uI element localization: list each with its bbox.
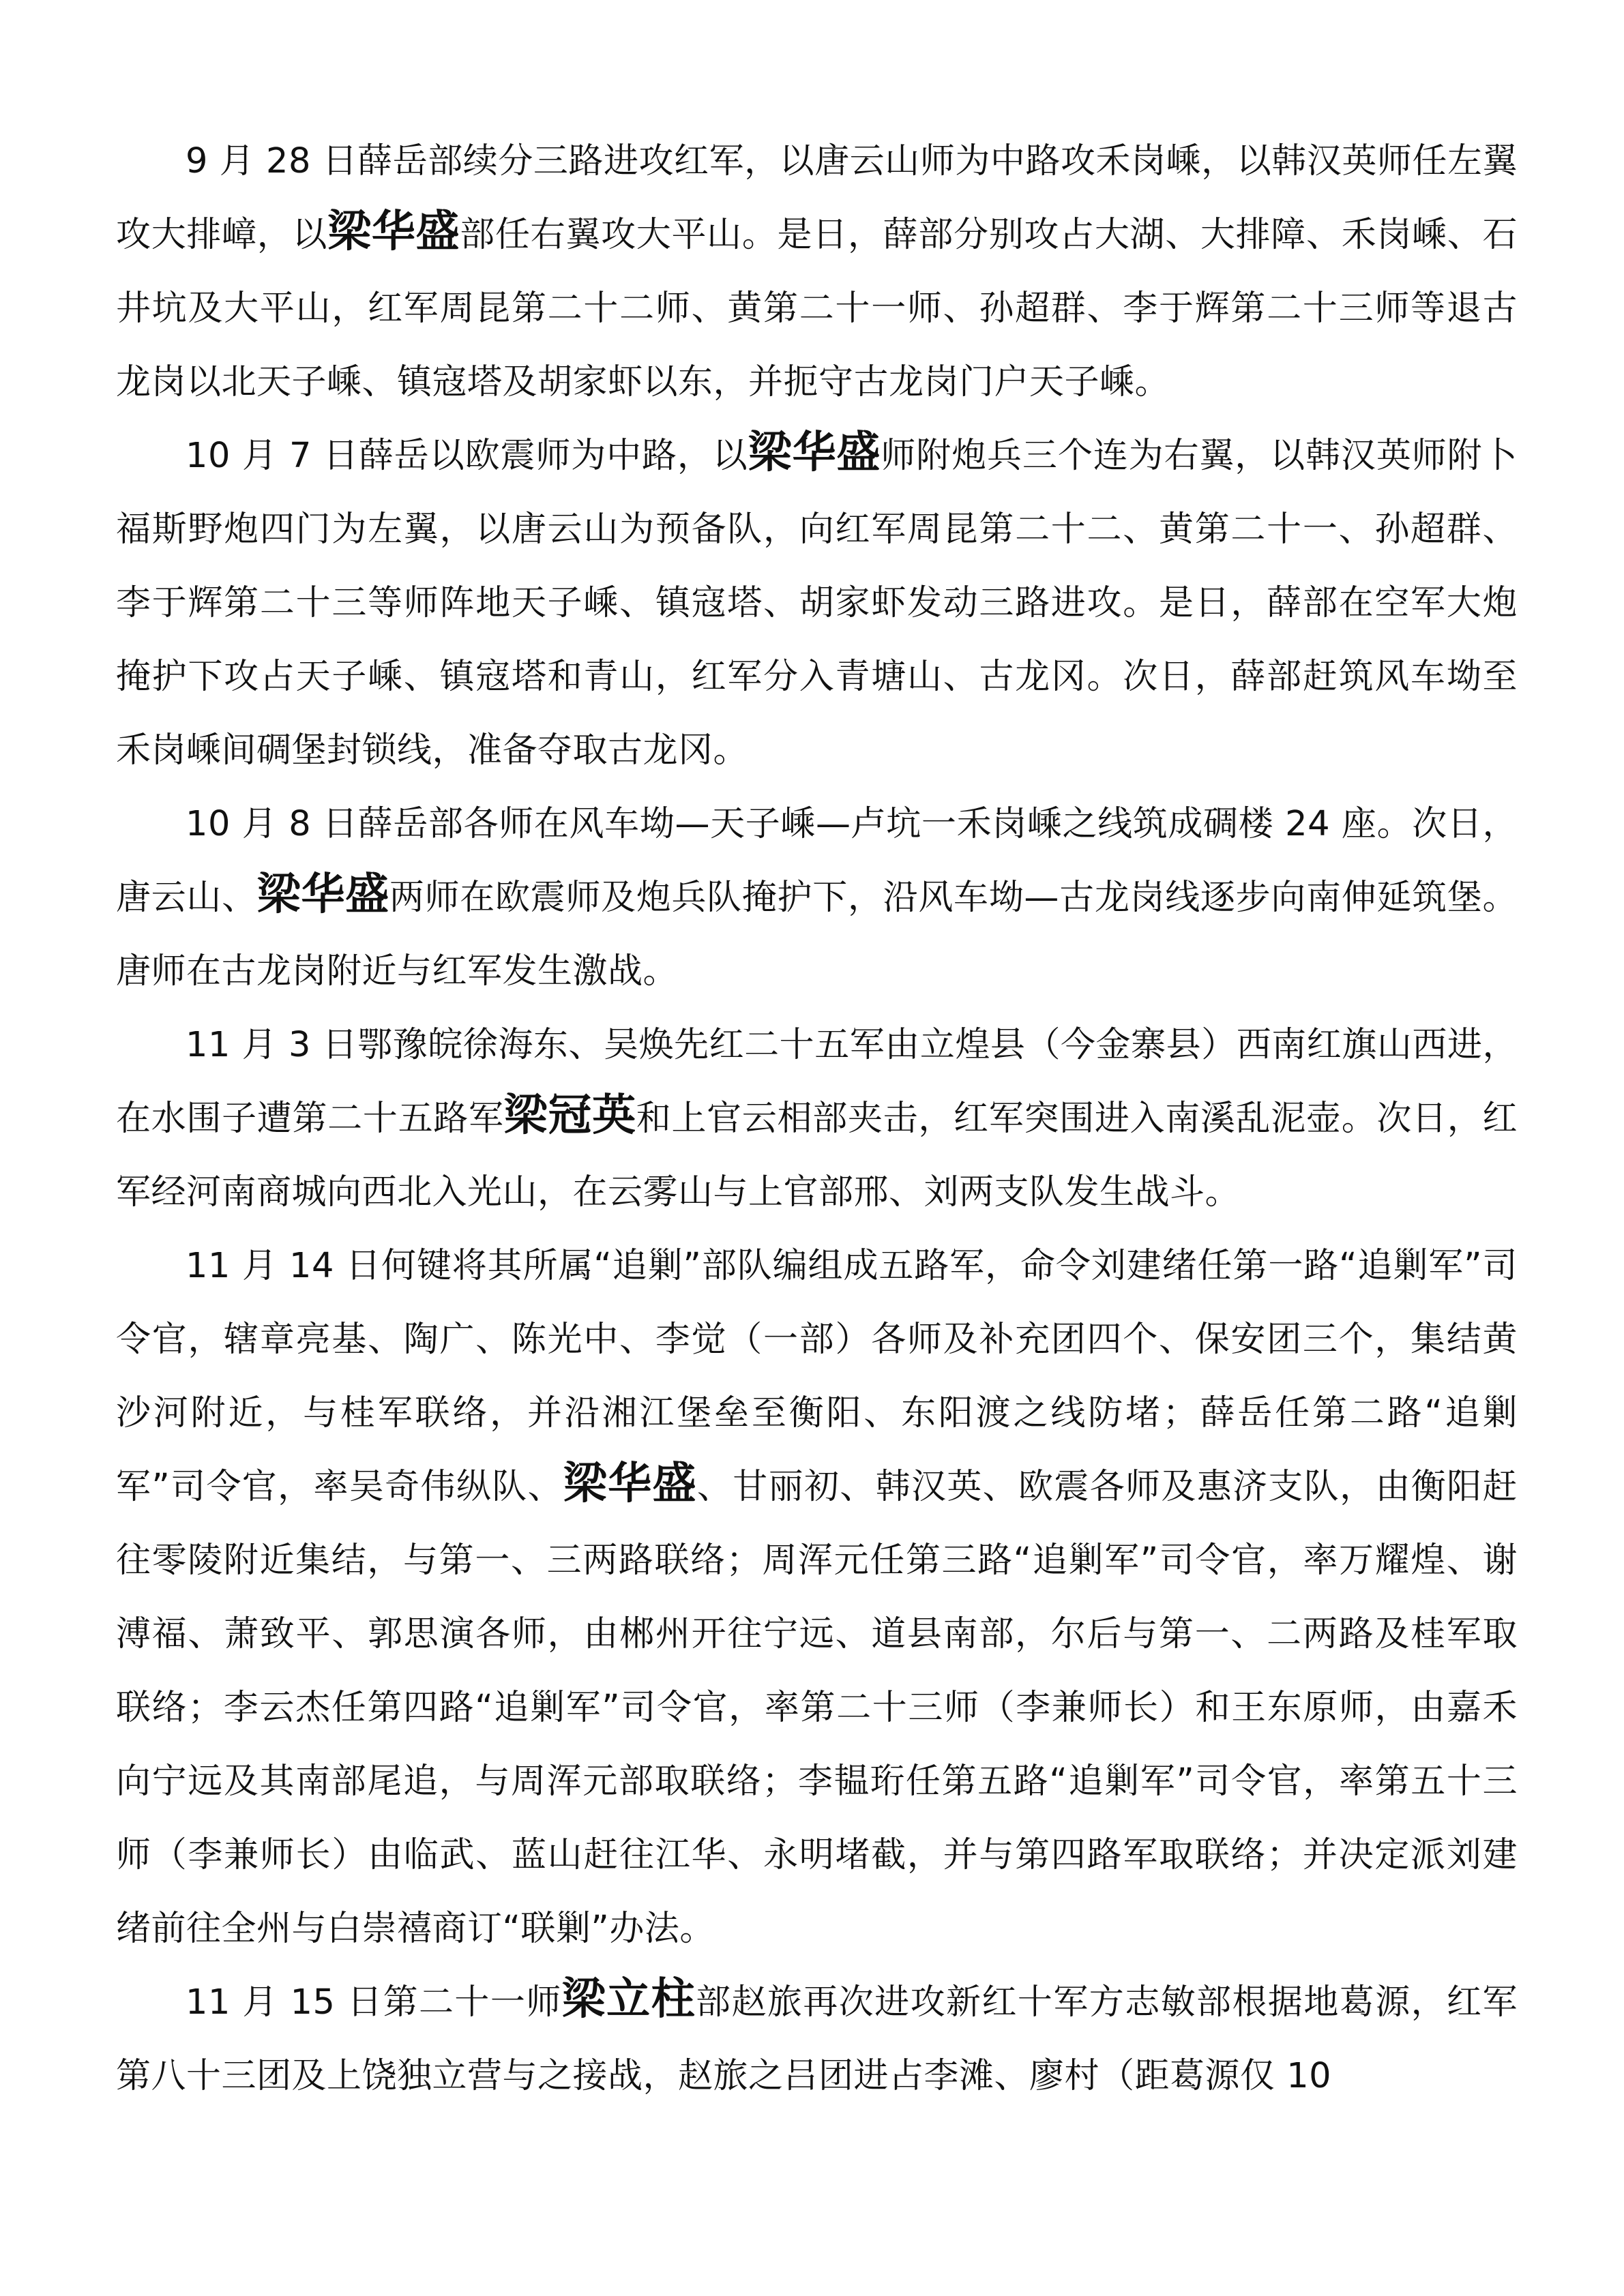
paragraph-text: 10 月 8 日薛岳部各师在风车坳—天子嵊—卢坑一禾岗嵊之线筑成碉楼 24 座。次日，唐云山、 bbox=[116, 804, 1518, 918]
highlighted-name: 梁华盛 bbox=[256, 869, 389, 920]
paragraph-text: 9 月 28 日薛岳部续分三路进攻红军，以唐云山师为中路攻禾岗嵊，以韩汉英师任左翼攻大排嶂，以 bbox=[116, 141, 1518, 255]
paragraph-sep28 bbox=[116, 125, 1518, 419]
paragraph-oct7 bbox=[116, 419, 1518, 788]
paragraph-text: 、甘丽初、韩汉英、欧震各师及惠济支队，由衡阳赶往零陵附近集结，与第一、三两路联络；周浑元任第三路“追剿军”司令官，率万耀煌、谢溥福、萧致平、郭思演各师，由郴州开往宁远、道县南部，尔后与第一、二两路及桂军取联络；李云杰任第四路“追剿军”司令官，率第二十三师（李兼师长）和王东原师，由嘉禾向宁远及其南部尾追，与周浑元部取联络；李韫珩任第五路“追剿军”司令官，率第五十三师（李兼师长）由临武、蓝山赶往江华、永明堵截，并与第四路军取联络；并决定派刘建绪前往全州与白崇禧商订“联剿”办法。 bbox=[116, 1467, 1518, 1949]
paragraph-text: 两师在欧震师及炮兵队掩护下，沿风车坳—古龙岗线逐步向南伸延筑堡。唐师在古龙岗附近与红军发生激战。 bbox=[116, 878, 1518, 992]
paragraph-text: 11 月 15 日第二十一师 bbox=[186, 1982, 562, 2023]
paragraph-text: 11 月 3 日鄂豫皖徐海东、吴焕先红二十五军由立煌县（今金寨县）西南红旗山西进，在水围子遭第二十五路军 bbox=[116, 1025, 1518, 1139]
paragraph-text: 和上官云相部夹击，红军突围进入南溪乱泥壶。次日，红军经河南商城向西北入光山，在云雾山与上官部邢、刘两支队发生战斗。 bbox=[116, 1099, 1518, 1212]
highlighted-name: 梁冠英 bbox=[503, 1090, 636, 1141]
paragraph-nov3 bbox=[116, 1009, 1518, 1229]
paragraph-text: 部任右翼攻大平山。是日，薛部分别攻占大湖、大排障、禾岗嵊、石井坑及大平山，红军周昆第二十二师、黄第二十一师、孙超群、李于辉第二十三师等退古龙岗以北天子嵊、镇寇塔及胡家虾以东，并扼守古龙岗门户天子嵊。 bbox=[116, 215, 1518, 402]
paragraph-nov15 bbox=[116, 1966, 1518, 2113]
paragraph-text: 11 月 14 日何键将其所属“追剿”部队编组成五路军，命令刘建绪任第一路“追剿军”司令官，辖章亮基、陶广、陈光中、李觉（一部）各师及补充团四个、保安团三个，集结黄沙河附近，与桂军联络，并沿湘江堡垒至衡阳、东阳渡之线防堵；薛岳任第二路“追剿军”司令官，率吴奇伟纵队、 bbox=[116, 1246, 1518, 1507]
paragraph-text: 师附炮兵三个连为右翼，以韩汉英师附卜福斯野炮四门为左翼，以唐云山为预备队，向红军周昆第二十二、黄第二十一、孙超群、李于辉第二十三等师阵地天子嵊、镇寇塔、胡家虾发动三路进攻。是日，薛部在空军大炮掩护下攻占天子嵊、镇寇塔和青山，红军分入青塘山、古龙冈。次日，薛部赶筑风车坳至禾岗嵊间碉堡封锁线，准备夺取古龙冈。 bbox=[116, 436, 1518, 771]
paragraph-text: 10 月 7 日薛岳以欧震师为中路，以 bbox=[186, 436, 748, 476]
highlighted-name: 梁华盛 bbox=[327, 206, 460, 257]
paragraph-oct8 bbox=[116, 788, 1518, 1009]
highlighted-name: 梁立柱 bbox=[561, 1973, 696, 2025]
document-page bbox=[116, 125, 1518, 2113]
highlighted-name: 梁华盛 bbox=[563, 1458, 697, 1509]
paragraph-text: 部赵旅再次进攻新红十军方志敏部根据地葛源，红军第八十三团及上饶独立营与之接战，赵旅之吕团进占李滩、廖村（距葛源仅 10 bbox=[116, 1982, 1518, 2096]
paragraph-nov14 bbox=[116, 1229, 1518, 1966]
highlighted-name: 梁华盛 bbox=[748, 427, 881, 478]
